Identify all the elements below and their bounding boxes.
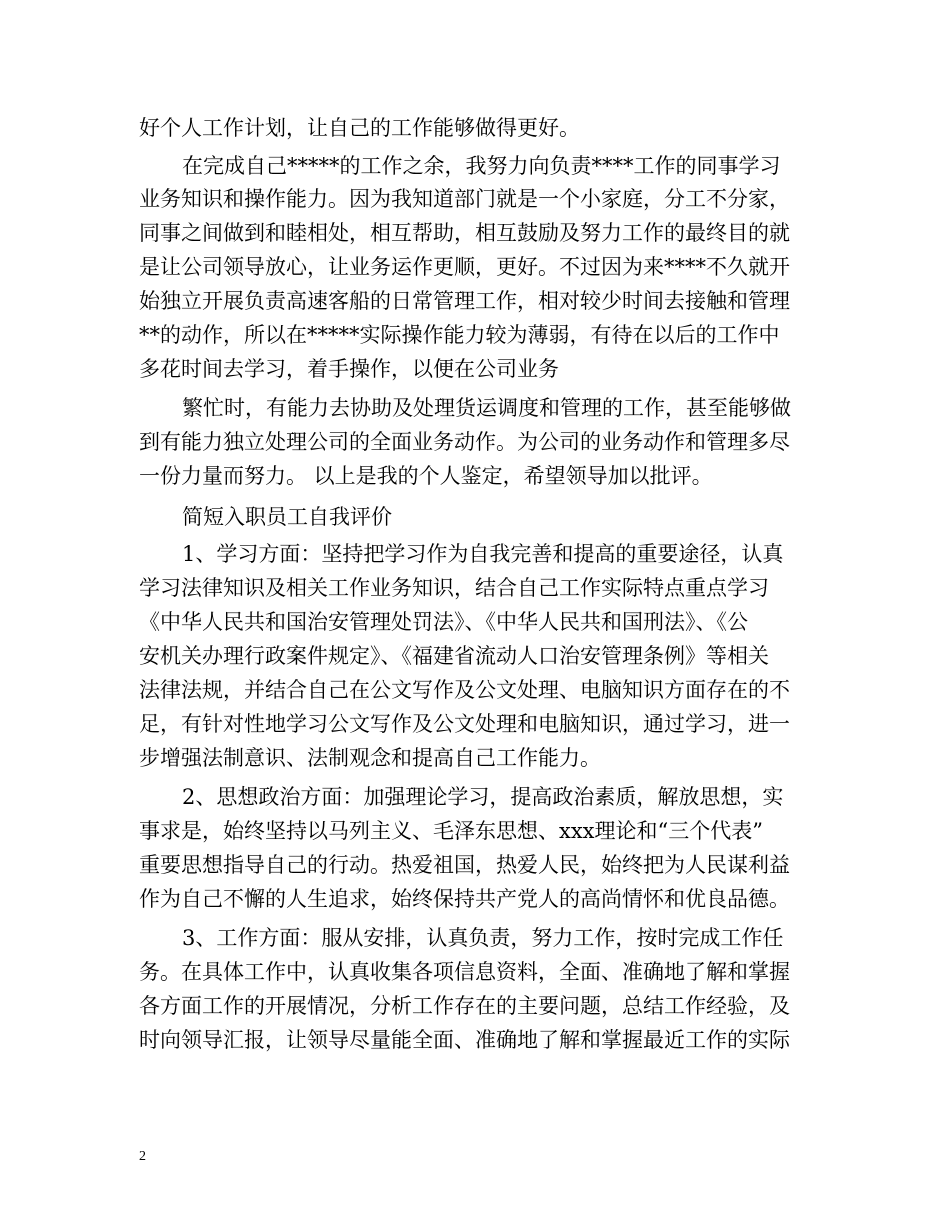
section-heading: 简短入职员工自我评价 — [182, 505, 392, 529]
text-line: **的动作，所以在*****实际操作能力较为薄弱，有待在以后的工作中 — [139, 323, 780, 347]
text-line: 足，有针对性地学习公文写作及公文处理和电脑知识，通过学习，进一 — [139, 712, 790, 736]
text-line: 务。在具体工作中，认真收集各项信息资料，全面、准确地了解和掌握 — [139, 960, 790, 984]
text-line: 各方面工作的开展情况，分析工作存在的主要问题，总结工作经验，及 — [139, 994, 790, 1018]
text-line: 事求是，始终坚持以马列主义、毛泽东思想、xxx理论和“三个代表” — [139, 819, 763, 843]
text-line: 安机关办理行政案件规定》、《福建省流动人口治安管理条例》等相关 — [139, 644, 769, 668]
text-line: 1、学习方面：坚持把学习作为自我完善和提高的重要途径，认真 — [182, 542, 784, 566]
text-line: 《中华人民共和国治安管理处罚法》、《中华人民共和国刑法》、《公 — [139, 610, 748, 634]
text-line: 3、工作方面：服从安排，认真负责，努力工作，按时完成工作任 — [182, 926, 784, 950]
text-line: 在完成自己*****的工作之余，我努力向负责****工作的同事学习 — [182, 154, 781, 178]
text-line: 步增强法制意识、法制观念和提高自己工作能力。 — [139, 746, 601, 770]
text-line: 是让公司领导放心，让业务运作更顺，更好。不过因为来****不久就开 — [139, 255, 790, 279]
text-line: 好个人工作计划，让自己的工作能够做得更好。 — [139, 116, 580, 140]
text-line: 一份力量而努力。 以上是我的个人鉴定，希望领导加以批评。 — [139, 464, 713, 488]
text-line: 学习法律知识及相关工作业务知识，结合自己工作实际特点重点学习 — [139, 576, 769, 600]
text-line: 始独立开展负责高速客船的日常管理工作，相对较少时间去接触和管理 — [139, 289, 790, 313]
text-line: 法律法规，并结合自己在公文写作及公文处理、电脑知识方面存在的不 — [139, 678, 790, 702]
page-number: 2 — [139, 1149, 146, 1164]
text-line: 到有能力独立处理公司的全面业务动作。为公司的业务动作和管理多尽 — [139, 430, 790, 454]
text-line: 作为自己不懈的人生追求，始终保持共产党人的高尚情怀和优良品德。 — [139, 887, 790, 911]
text-line: 繁忙时，有能力去协助及处理货运调度和管理的工作，甚至能够做 — [182, 396, 791, 420]
text-line: 2、思想政治方面：加强理论学习，提高政治素质，解放思想，实 — [182, 785, 784, 809]
text-line: 时向领导汇报，让领导尽量能全面、准确地了解和掌握最近工作的实际 — [139, 1028, 790, 1052]
text-line: 业务知识和操作能力。因为我知道部门就是一个小家庭，分工不分家， — [139, 187, 790, 211]
text-line: 重要思想指导自己的行动。热爱祖国，热爱人民，始终把为人民谋利益 — [139, 853, 790, 877]
text-line: 同事之间做到和睦相处，相互帮助，相互鼓励及努力工作的最终目的就 — [139, 221, 790, 245]
text-line: 多花时间去学习，着手操作，以便在公司业务 — [139, 357, 559, 381]
